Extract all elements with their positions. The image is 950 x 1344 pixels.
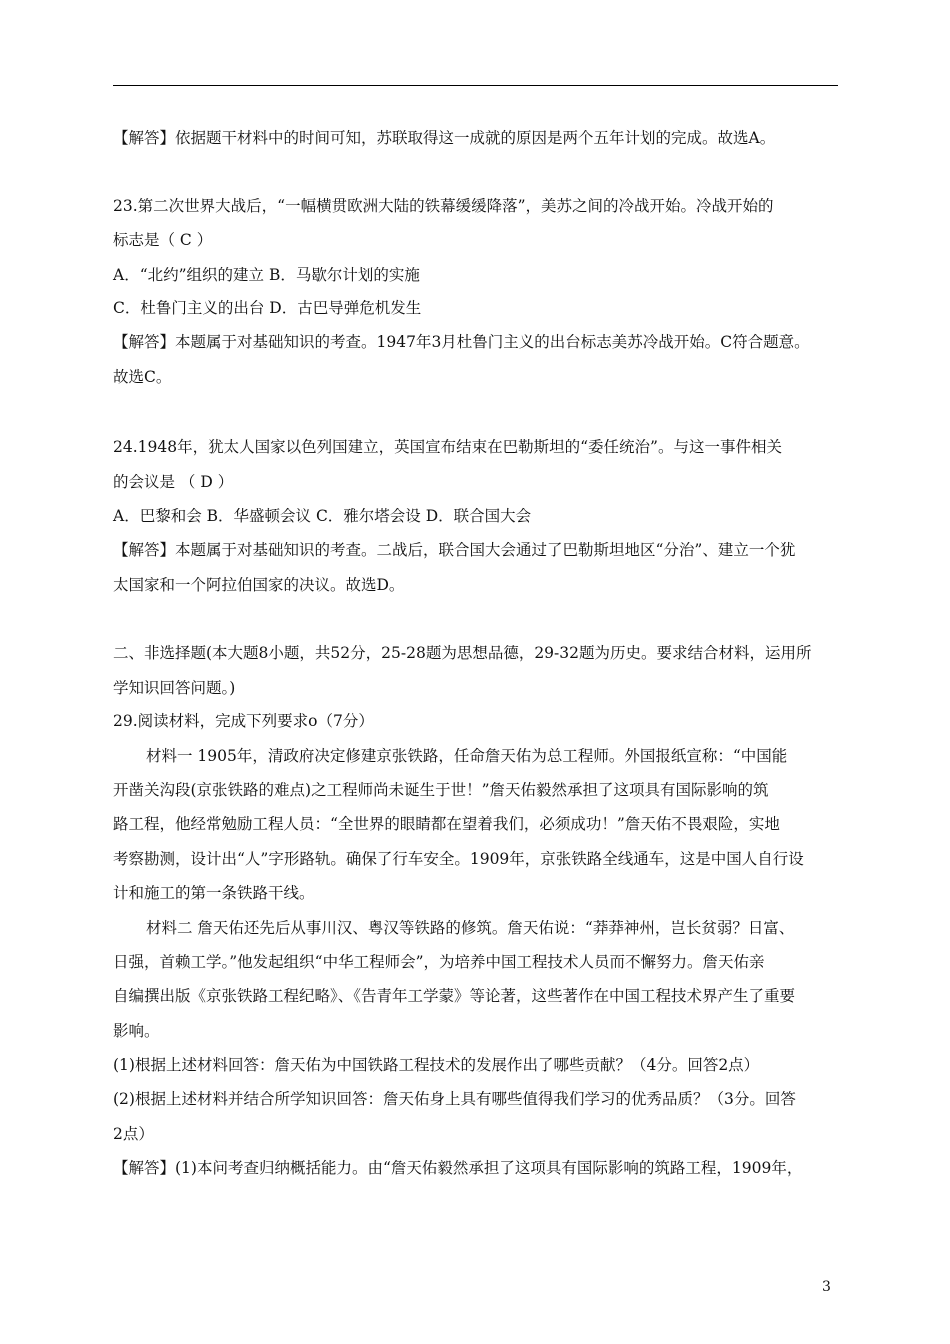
material-two: 材料二 詹天佑还先后从事川汉、粤汉等铁路的修筑。詹天佑说：“莽莽神州，岂长贫弱？日富、 [146, 919, 795, 937]
material-one-line-5: 计和施工的第一条铁路干线。 [113, 884, 315, 902]
question-24-stem: 24.1948年，犹太人国家以色列国建立，英国宣布结束在巴勒斯坦的“委任统治”。与这一事件相关 [113, 438, 782, 456]
question-24-options: A．巴黎和会 B．华盛顿会议 C．雅尔塔会设 D．联合国大会 [113, 507, 532, 525]
question-29-title: 29.阅读材料，完成下列要求o（7分） [113, 712, 374, 730]
question-23-stem: 23.第二次世界大战后，“一幅横贯欧洲大陆的铁幕缓缓降落”，美苏之间的冷战开始。冷战开始的 [113, 197, 774, 215]
sub-question-2: (2)根据上述材料并结合所学知识回答：詹天佑身上具有哪些值得我们学习的优秀品质？（3分。回答 [113, 1090, 796, 1108]
question-24-stem-cont: 的会议是 （ D ） [113, 473, 234, 491]
material-one-line-2: 开凿关沟段(京张铁路的难点)之工程师尚未诞生于世！”詹天佑毅然承担了这项具有国际影响的筑 [113, 781, 769, 799]
answer-23-cont: 故选C。 [113, 368, 172, 386]
answer-24: 【解答】本题属于对基础知识的考查。二战后，联合国大会通过了巴勒斯坦地区“分治”、建立一个犹 [113, 541, 796, 559]
material-two-line-3: 自编撰出版《京张铁路工程纪略》、《告青年工学蒙》等论著，这些著作在中国工程技术界产生了重要 [113, 987, 796, 1005]
question-23-options-ab: A．“北约”组织的建立 B．马歇尔计划的实施 [113, 266, 420, 284]
material-one: 材料一 1905年，清政府决定修建京张铁路，任命詹天佑为总工程师。外国报纸宣称：“中国能 [146, 747, 788, 765]
section-two-heading: 二、非选择题(本大题8小题，共52分，25-28题为思想品德，29-32题为历史。要求结合材料，运用所 [113, 644, 812, 662]
material-one-line-4: 考察勘测，设计出“人”字形路轨。确保了行车安全。1909年，京张铁路全线通车，这是中国人自行设 [113, 850, 804, 868]
material-two-line-2: 日强，首赖工学。”他发起组织“中华工程师会”，为培养中国工程技术人员而不懈努力。詹天佑亲 [113, 953, 765, 971]
sub-question-2-cont: 2点） [113, 1125, 154, 1143]
page-number: 3 [822, 1279, 831, 1295]
header-rule [113, 85, 838, 86]
sub-question-1: (1)根据上述材料回答：詹天佑为中国铁路工程技术的发展作出了哪些贡献？（4分。回答2点） [113, 1056, 760, 1074]
material-one-line-3: 路工程，他经常勉励工程人员：“全世界的眼睛都在望着我们，必须成功！”詹天佑不畏艰险，实地 [113, 815, 780, 833]
answer-29: 【解答】(1)本问考查归纳概括能力。由“詹天佑毅然承担了这项具有国际影响的筑路工程，1909年， [113, 1159, 803, 1177]
answer-22: 【解答】依据题干材料中的时间可知，苏联取得这一成就的原因是两个五年计划的完成。故选A。 [113, 129, 776, 147]
section-two-heading-cont: 学知识回答问题。) [113, 679, 236, 697]
material-two-line-4: 影响。 [113, 1022, 160, 1040]
answer-24-cont: 太国家和一个阿拉伯国家的决议。故选D。 [113, 576, 405, 594]
answer-23: 【解答】本题属于对基础知识的考查。1947年3月杜鲁门主义的出台标志美苏冷战开始。C符合题意。 [113, 333, 810, 351]
question-23-stem-cont: 标志是（ C ） [113, 231, 213, 249]
question-23-options-cd: C．杜鲁门主义的出台 D．古巴导弹危机发生 [113, 299, 422, 317]
